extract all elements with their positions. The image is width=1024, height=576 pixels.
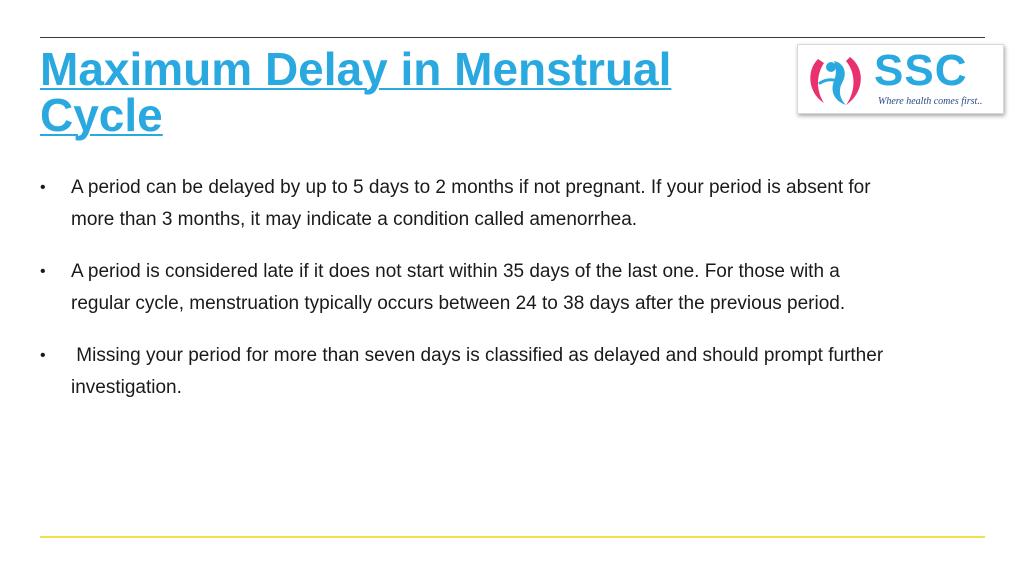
- bullet-marker: •: [40, 347, 46, 364]
- bullet-marker: •: [40, 179, 46, 196]
- bottom-divider: [40, 536, 985, 538]
- slide-title-text: Maximum Delay in Menstrual Cycle: [40, 43, 672, 141]
- bullet-item: [40, 340, 890, 404]
- bullet-text: Missing your period for more than seven days is classified as delayed and should prompt further investigation.: [71, 345, 889, 398]
- top-divider: [40, 37, 985, 38]
- ssc-logo: [797, 44, 1004, 114]
- figure-swirl-icon: [804, 49, 870, 111]
- logo-wordmark: SSC: [874, 46, 968, 95]
- bullet-item: [40, 172, 890, 236]
- bullet-text: A period is considered late if it does not start within 35 days of the last one. For those with a regular cycle, menstruation typically occurs between 24 to 38 days after the previous period.: [71, 261, 846, 314]
- bullet-item: [40, 256, 890, 320]
- slide-title: [40, 43, 780, 141]
- logo-tagline: Where health comes first..: [878, 96, 983, 107]
- bullet-marker: •: [40, 263, 46, 280]
- bullet-list: [40, 172, 890, 424]
- bullet-text: A period can be delayed by up to 5 days to 2 months if not pregnant. If your period is absent for more than 3 months, it may indicate a condition called amenorrhea.: [71, 177, 871, 230]
